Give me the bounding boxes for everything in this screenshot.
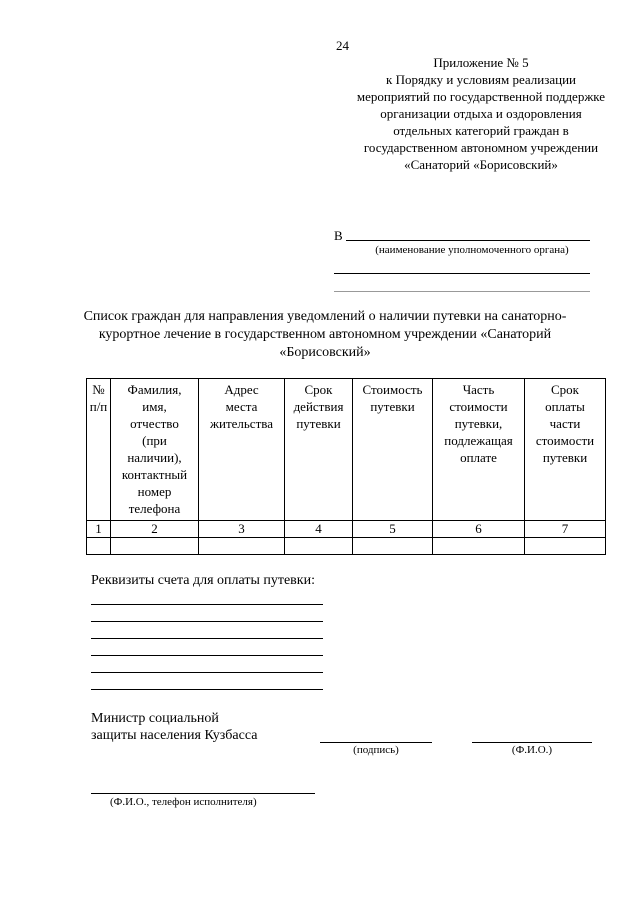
signature-line <box>320 742 432 743</box>
header-payment-term: Срок оплаты части стоимости путевки <box>525 379 606 521</box>
table-cell <box>111 538 199 555</box>
requisites-line <box>91 638 323 639</box>
table-cell <box>525 538 606 555</box>
requisites-line <box>91 672 323 673</box>
appendix-header: Приложение № 5 к Порядку и условиям реализации мероприятий по государственной поддержке организации отдыха и оздоровления отдельных категорий граждан в государственном автономном учреждении «Санаторий «Борисовский» <box>356 55 606 172</box>
name-caption: (Ф.И.О.) <box>511 744 553 756</box>
signatory-position: Министр социальной защиты населения Кузбасса <box>91 711 258 743</box>
column-number: 3 <box>199 521 285 538</box>
column-number: 5 <box>353 521 433 538</box>
addressee-caption: (наименование уполномоченного органа) <box>375 244 569 256</box>
table-cell <box>87 538 111 555</box>
table-cell <box>353 538 433 555</box>
executor-caption: (Ф.И.О., телефон исполнителя) <box>110 796 257 808</box>
requisites-line <box>91 689 323 690</box>
table-cell <box>199 538 285 555</box>
header-number: № п/п <box>87 379 111 521</box>
executor-line <box>91 793 315 794</box>
header-full-name: Фамилия, имя, отчество (при наличии), контактный номер телефона <box>111 379 199 521</box>
header-address: Адрес места жительства <box>199 379 285 521</box>
column-number: 2 <box>111 521 199 538</box>
citizens-table <box>86 378 606 555</box>
requisites-line <box>91 655 323 656</box>
addressee-line <box>346 240 590 241</box>
header-payable-part: Часть стоимости путевки, подлежащая оплате <box>433 379 525 521</box>
requisites-line <box>91 604 323 605</box>
table-cell <box>285 538 353 555</box>
addressee-line-3 <box>334 291 590 292</box>
requisites-line <box>91 621 323 622</box>
column-number: 7 <box>525 521 606 538</box>
table-cell <box>433 538 525 555</box>
column-number: 1 <box>87 521 111 538</box>
addressee-label: В <box>334 228 343 243</box>
name-line <box>472 742 592 743</box>
header-validity: Срок действия путевки <box>285 379 353 521</box>
table-number-row <box>87 521 606 538</box>
list-title: Список граждан для направления уведомлений о наличии путевки на санаторно-курортное лечение в государственном автономном учреждении «Санаторий «Борисовский» <box>83 309 567 360</box>
requisites-label: Реквизиты счета для оплаты путевки: <box>91 573 315 588</box>
page-number: 24 <box>336 38 349 53</box>
table-row <box>87 538 606 555</box>
table-header-row <box>87 379 606 521</box>
signature-caption: (подпись) <box>353 744 399 756</box>
column-number: 6 <box>433 521 525 538</box>
addressee-line-2 <box>334 273 590 274</box>
header-cost: Стоимость путевки <box>353 379 433 521</box>
column-number: 4 <box>285 521 353 538</box>
